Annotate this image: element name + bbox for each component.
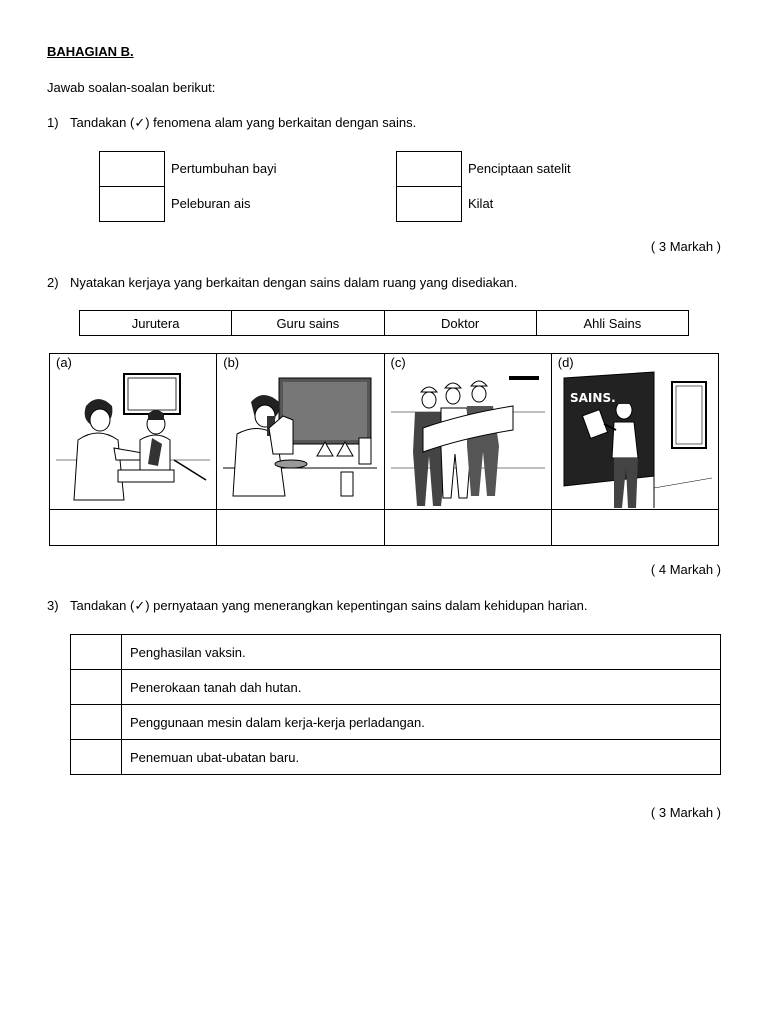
q3-number: 3) [47,598,59,613]
statements-table [70,634,721,775]
q3-question [47,598,588,614]
statement-text-2: Penerokaan tanah dah hutan. [122,670,721,705]
doctor-illustration [56,368,210,508]
q1-question [47,115,416,131]
blackboard-text: SAINS. [569,391,616,405]
q1-option-4: Kilat [468,196,494,211]
q1-number: 1) [47,115,59,130]
statement-checkbox-3[interactable] [71,705,122,740]
q1-option-2: Peleburan ais [171,196,251,211]
statement-checkbox-1[interactable] [71,635,122,670]
q1-checkbox-2[interactable] [99,186,165,222]
q2-question [47,275,517,290]
picture-label-a: (a) [56,355,72,370]
q1-checkbox-3[interactable] [396,151,462,187]
career-option-4: Ahli Sains [536,311,688,336]
q1-text: Tandakan (✓) fenomena alam yang berkaitan dengan sains. [70,115,417,130]
career-option-2: Guru sains [232,311,384,336]
section-heading: BAHAGIAN B. [47,44,134,59]
q2-number: 2) [47,275,59,290]
statement-text-4: Penemuan ubat-ubatan baru. [122,740,721,775]
career-option-1: Jurutera [80,311,232,336]
answer-cell-a[interactable] [50,510,217,546]
statement-row [71,670,721,705]
answer-cell-d[interactable] [551,510,718,546]
answer-cell-b[interactable] [217,510,384,546]
q1-option-3: Penciptaan satelit [468,161,571,176]
q3-text: Tandakan (✓) pernyataan yang menerangkan kepentingan sains dalam kehidupan harian. [70,598,588,613]
answer-cell-c[interactable] [384,510,551,546]
career-option-3: Doktor [384,311,536,336]
statement-text-1: Penghasilan vaksin. [122,635,721,670]
q2-marks: ( 4 Markah ) [650,562,721,577]
statement-checkbox-2[interactable] [71,670,122,705]
statement-row [71,740,721,775]
picture-cell-a [50,354,217,510]
q1-checkbox-4[interactable] [396,186,462,222]
q1-checkbox-1[interactable] [99,151,165,187]
section-instruction: Jawab soalan-soalan berikut: [47,80,216,95]
picture-cell-d [551,354,718,510]
picture-cell-b [217,354,384,510]
statement-checkbox-4[interactable] [71,740,122,775]
statement-row [71,705,721,740]
teacher-illustration [558,368,712,508]
picture-cell-c [384,354,551,510]
career-options-table [79,310,689,336]
career-pictures-table [49,353,719,546]
q3-marks: ( 3 Markah ) [650,805,721,820]
q2-text: Nyatakan kerjaya yang berkaitan dengan sains dalam ruang yang disediakan. [70,275,518,290]
engineers-illustration [391,368,545,508]
picture-label-d: (d) [557,355,574,370]
picture-label-c: (c) [390,355,406,370]
q1-marks: ( 3 Markah ) [650,239,721,254]
q1-option-1: Pertumbuhan bayi [171,161,277,176]
scientist-illustration [223,368,377,508]
statement-text-3: Penggunaan mesin dalam kerja-kerja perladangan. [122,705,721,740]
statement-row [71,635,721,670]
picture-label-b: (b) [223,355,240,370]
